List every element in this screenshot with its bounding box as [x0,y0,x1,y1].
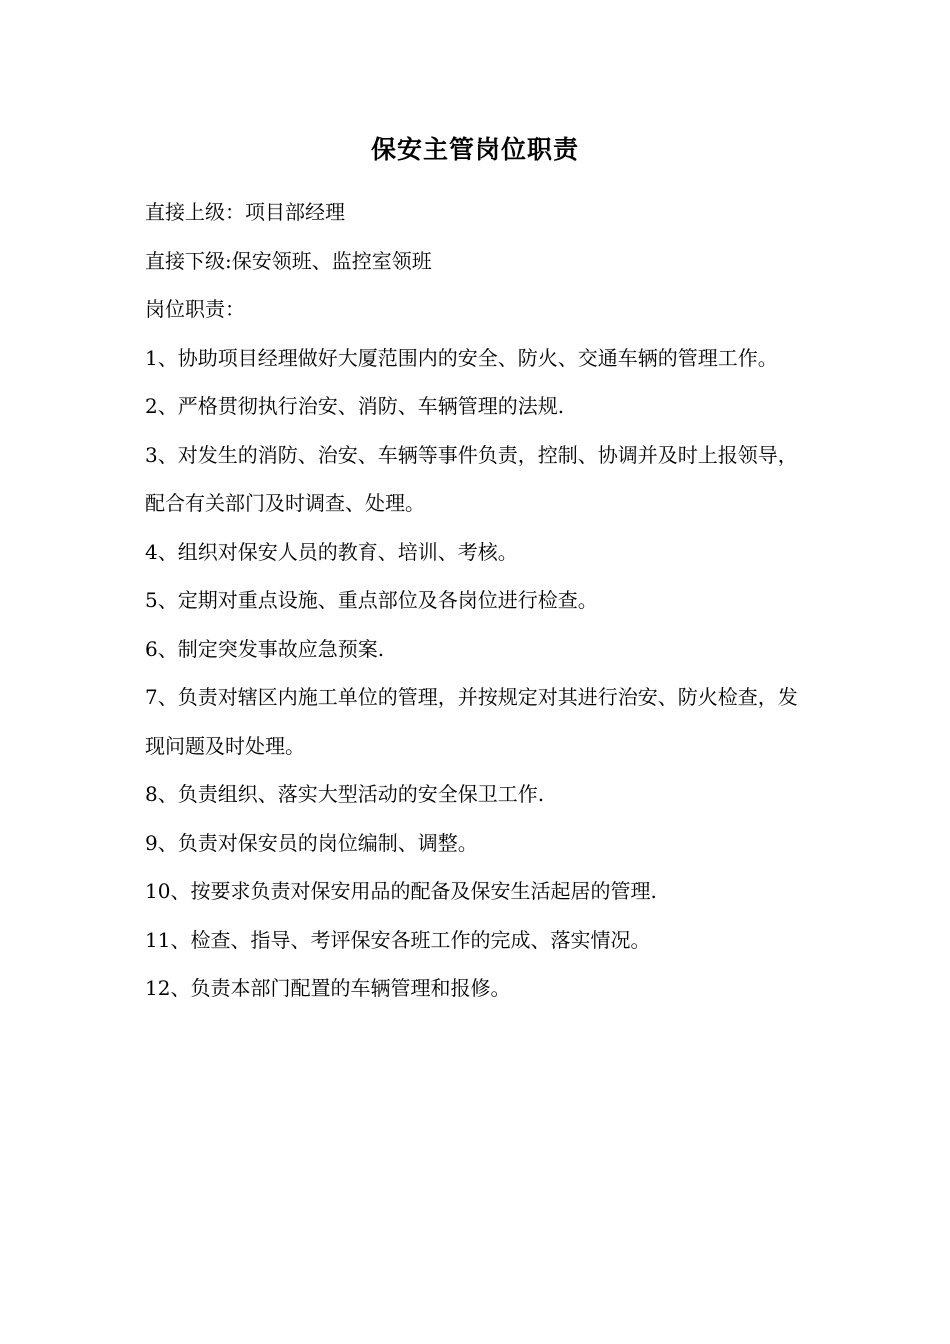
document-body [145,188,813,1013]
document-title: 保安主管岗位职责 [370,135,579,164]
duty-item: 10、按要求负责对保安用品的配备及保安生活起居的管理. [145,879,657,903]
duty-item: 12、负责本部门配置的车辆管理和报修。 [145,976,511,1000]
direct-subordinate: 直接下级:保安领班、监控室领班 [145,248,432,273]
duty-item: 9、负责对保安员的岗位编制、调整。 [145,830,478,855]
duty-item: 1、协助项目经理做好大厦范围内的安全、防火、交通车辆的管理工作。 [145,345,778,370]
duty-item: 5、定期对重点设施、重点部位及各岗位进行检查。 [145,588,598,612]
duty-item: 4、组织对保安人员的教育、培训、考核。 [145,539,518,564]
duty-item: 7、负责对辖区内施工单位的管理，并按规定对其进行治安、防火检查，发现问题及时处理。 [145,685,798,758]
duty-item: 3、对发生的消防、治安、车辆等事件负责，控制、协调并及时上报领导，配合有关部门及时调查、处理。 [145,442,798,515]
duty-item: 8、负责组织、落实大型活动的安全保卫工作. [145,782,545,806]
direct-superior: 直接上级：项目部经理 [145,200,345,224]
duty-item: 11、检查、指导、考评保安各班工作的完成、落实情况。 [145,927,651,952]
duty-item: 2、严格贯彻执行治安、消防、车辆管理的法规. [145,394,565,418]
duty-item: 6、制定突发事故应急预案. [145,636,385,661]
duties-heading: 岗位职责： [145,297,245,321]
